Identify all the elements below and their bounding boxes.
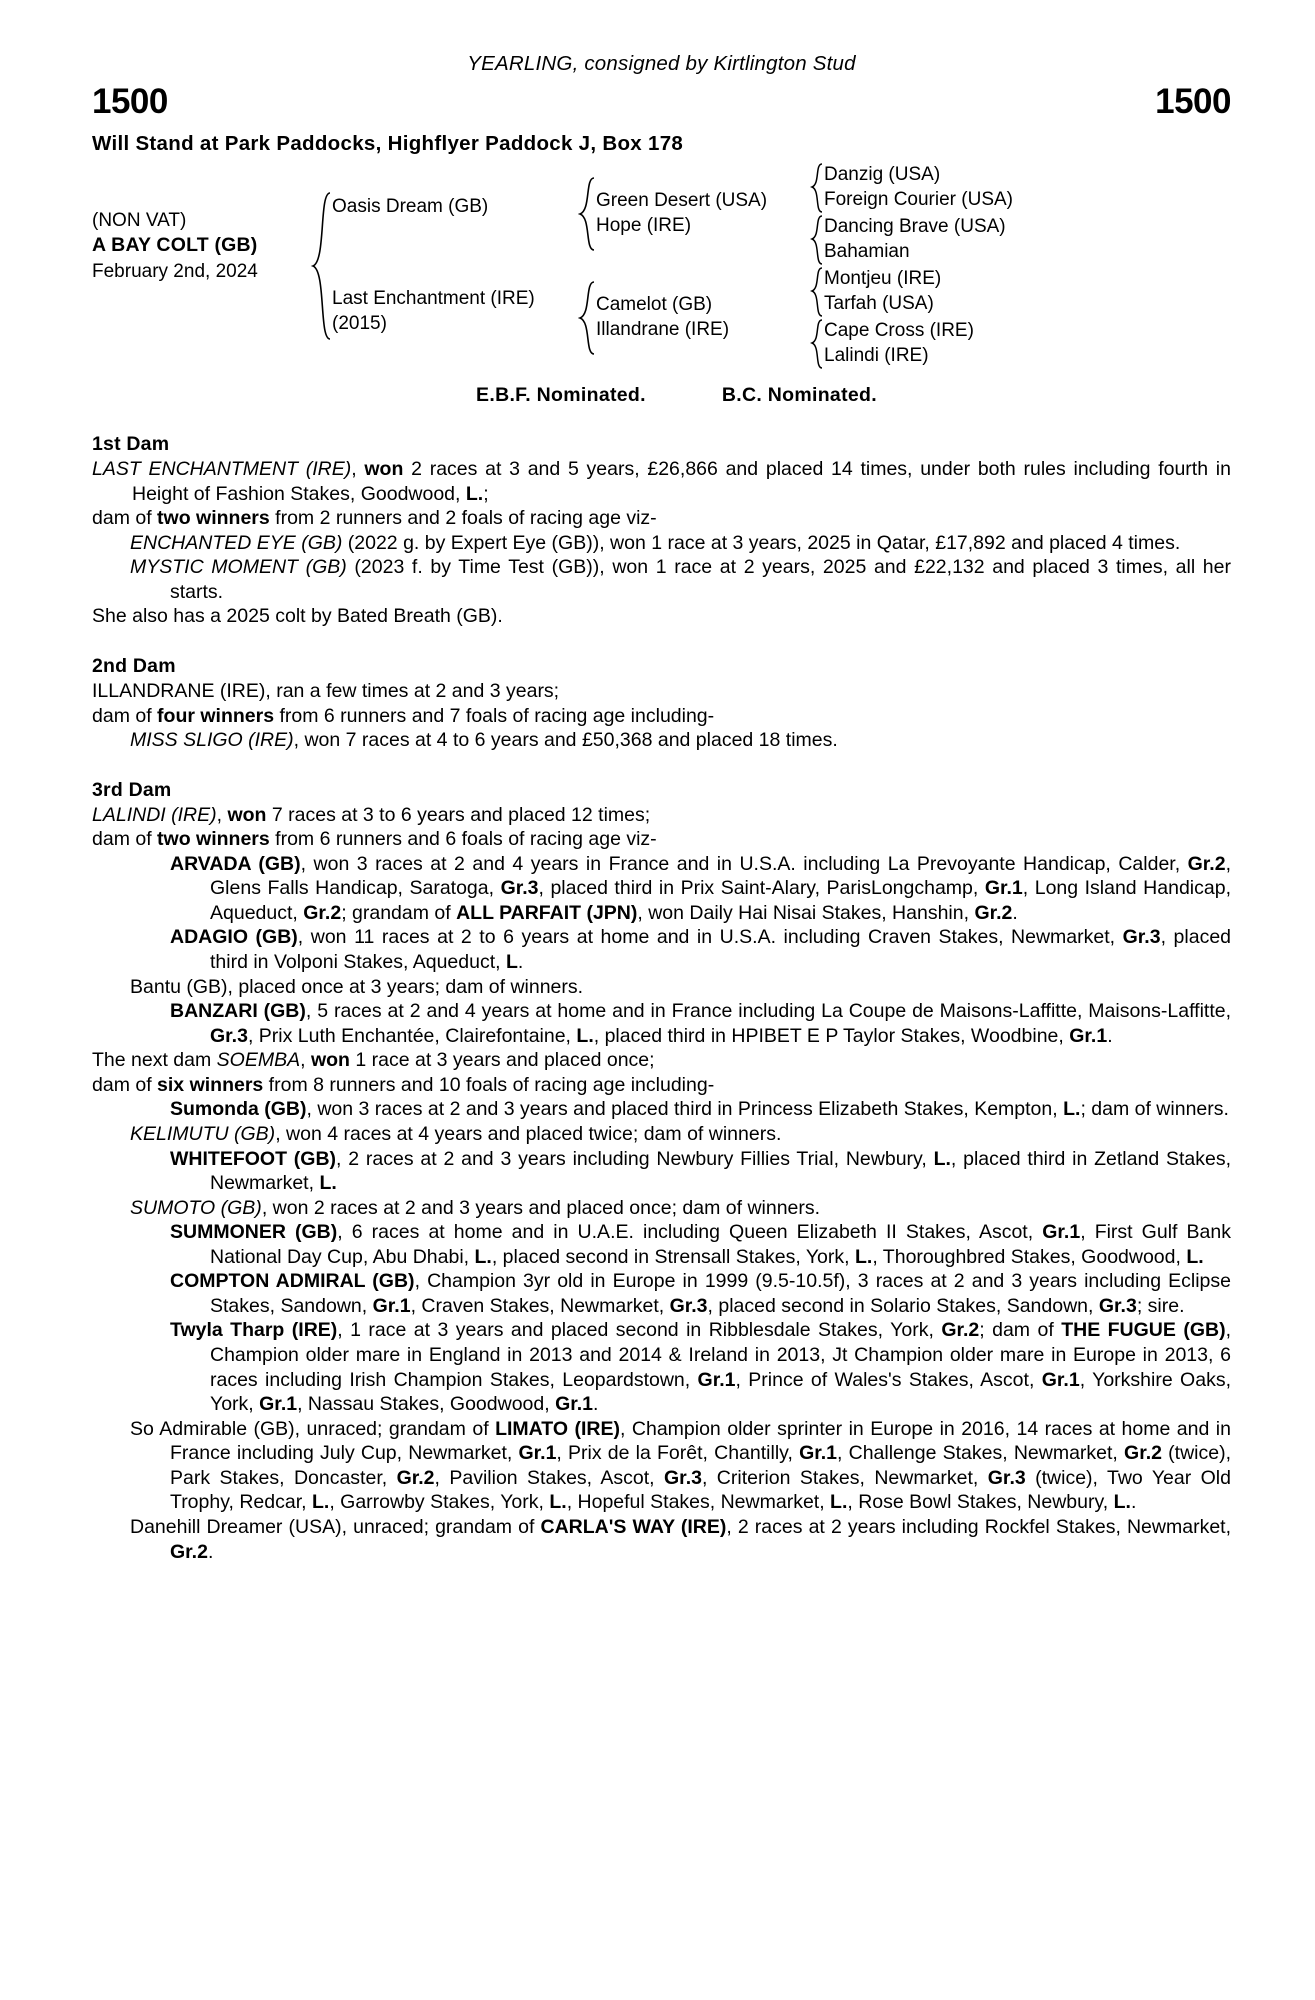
note-text: , placed second in Strensall Stakes, York, [491, 1245, 855, 1268]
note-text: , won 3 races at 2 and 3 years and placed third in Princess Elizabeth Stakes, Kempton, [306, 1098, 1064, 1121]
third-dam-name: LALINDI (IRE) [92, 803, 217, 826]
second-dam-line [92, 679, 1231, 704]
brace-dam [578, 280, 596, 356]
damof-pre: dam of [92, 507, 158, 530]
pedigree-subject [92, 162, 310, 370]
brace-g4 [810, 318, 824, 370]
race-grade: Gr.1 [984, 877, 1023, 900]
relative-name: ARVADA (GB) [170, 852, 301, 875]
subject-description: A BAY COLT (GB) [92, 234, 258, 257]
race-grade: Gr.3 [1098, 1294, 1137, 1317]
note-text: , First Gulf Bank National Day Cup, Abu Dhabi, [210, 1221, 1231, 1268]
progeny-text: (2023 f. by Time Test (GB)), won 1 race at 2 years, 2025 and £22,132 and placed 3 times, all her starts. [170, 556, 1231, 603]
next-dam-entries [92, 1097, 1231, 1564]
first-dam-footer: She also has a 2025 colt by Bated Breath (GB). [92, 605, 503, 628]
sire-name: Oasis Dream (GB) [332, 196, 489, 218]
race-grade: Gr.1 [1041, 1368, 1080, 1391]
next-dam-won: won [310, 1049, 350, 1072]
third-dam-won: won [227, 803, 267, 826]
gg-2: Foreign Courier (USA) [824, 189, 1013, 210]
progeny-item [92, 728, 1231, 753]
race-grade: Gr.3 [500, 877, 539, 900]
pedigree-col-parents [332, 162, 578, 370]
note-text: , Prince of Wales's Stakes, Ascot, [735, 1368, 1042, 1391]
race-grade: Gr.3 [669, 1294, 708, 1317]
progeny-text: , won 7 races at 4 to 6 years and £50,368 and placed 18 times. [293, 729, 838, 752]
pedigree-note [92, 1097, 1231, 1122]
dam-block [332, 287, 578, 336]
note-text: , Champion 3yr old in Europe in 1999 (9.5-10.5f), 3 races at 2 and 3 years including Eclipse Stakes, Sandown, [210, 1270, 1231, 1317]
first-dam-listed: L. [465, 482, 484, 505]
relative-name: WHITEFOOT (GB) [170, 1147, 337, 1170]
gg-4: Bahamian [824, 241, 910, 262]
nomination-row [92, 384, 1231, 407]
race-grade: Gr.1 [1042, 1221, 1081, 1244]
note-text: , unraced; grandam of [341, 1515, 541, 1538]
pedigree-col-dam-parents [596, 293, 810, 342]
race-grade: Gr.1 [555, 1393, 594, 1416]
heading-1st-dam: 1st Dam [92, 433, 170, 455]
note-text: , Craven Stakes, Newmarket, [410, 1294, 670, 1317]
note-text: , Challenge Stakes, Newmarket, [837, 1442, 1125, 1465]
lot-number-row [92, 82, 1231, 122]
race-grade: L. [311, 1491, 330, 1514]
race-grade: L. [1113, 1491, 1131, 1514]
race-grade: Gr.1 [697, 1368, 736, 1391]
dam-name: Last Enchantment (IRE) [332, 288, 535, 310]
note-text: , Long Island Handicap, Aqueduct, [210, 877, 1231, 924]
vat-status: (NON VAT) [92, 210, 187, 231]
race-grade: CARLA'S WAY (IRE) [540, 1515, 727, 1538]
note-text: , won 2 races at 2 and 3 years and placed once; dam of winners. [261, 1196, 821, 1219]
relative-name: COMPTON ADMIRAL (GB) [170, 1270, 415, 1293]
dam-sire-name: Camelot (GB) [596, 294, 713, 316]
race-grade: L. [474, 1245, 492, 1268]
race-grade: L. [854, 1245, 873, 1268]
race-grade: L. [933, 1147, 951, 1170]
stand-location: Will Stand at Park Paddocks, Highflyer Paddock J, Box 178 [92, 132, 684, 155]
gg-3: Dancing Brave (USA) [824, 216, 1006, 238]
note-text: . [593, 1393, 599, 1416]
note-text: , won 4 races at 4 years and placed twice; dam of winners. [275, 1122, 782, 1145]
note-text: , Pavilion Stakes, Ascot, [434, 1466, 665, 1489]
note-text: , 2 races at 2 and 3 years including Newbury Fillies Trial, Newbury, [336, 1147, 934, 1170]
damof-rest: from 6 runners and 6 foals of racing age viz- [269, 828, 657, 851]
race-grade: L. [576, 1024, 594, 1047]
bc-nominated: B.C. Nominated. [721, 384, 877, 406]
race-grade: Gr.3 [664, 1466, 702, 1489]
damof-pre: dam of [92, 704, 158, 727]
pedigree-note [92, 999, 1231, 1048]
race-grade: L [505, 951, 518, 973]
relative-name: Sumonda (GB) [170, 1098, 307, 1121]
race-grade: Gr.2 [974, 901, 1013, 924]
note-text: , placed third in Zetland Stakes, Newmarket, [210, 1147, 1232, 1195]
race-grade: Gr.2 [941, 1319, 980, 1342]
heading-2nd-dam: 2nd Dam [92, 654, 176, 677]
pedigree-note [92, 1196, 1231, 1221]
pedigree-col-gg4 [824, 319, 1094, 368]
second-dam-damof [92, 704, 1231, 729]
race-grade: Gr.2 [1187, 852, 1226, 875]
race-grade: Gr.3 [1122, 926, 1161, 949]
note-text: , 1 race at 3 years and placed second in Ribblesdale Stakes, York, [337, 1319, 942, 1342]
note-text: , Thoroughbred Stakes, Goodwood, [872, 1245, 1187, 1268]
race-grade: Gr.2 [1124, 1442, 1162, 1465]
note-text: , won Daily Hai Nisai Stakes, Hanshin, [637, 901, 975, 924]
progeny-item [92, 531, 1231, 556]
note-text: (twice), Park Stakes, Doncaster, [170, 1442, 1231, 1489]
first-dam-name: LAST ENCHANTMENT (IRE) [92, 458, 352, 480]
progeny-name: ENCHANTED EYE (GB) [130, 531, 343, 554]
progeny-name: MYSTIC MOMENT (GB) [130, 556, 347, 579]
race-grade: L. [549, 1491, 567, 1514]
pedigree-note [92, 925, 1231, 974]
brace-g3 [810, 266, 824, 318]
relative-name: KELIMUTU (GB) [130, 1122, 276, 1145]
progeny-name: MISS SLIGO (IRE) [130, 729, 294, 752]
gg-1: Danzig (USA) [824, 164, 941, 186]
lot-number-left: 1500 [92, 82, 168, 121]
pedigree-col-gg3 [824, 267, 1094, 316]
race-grade: Gr.1 [372, 1294, 411, 1317]
note-text: ; grandam of [341, 901, 457, 924]
damof-rest: from 6 runners and 7 foals of racing age including- [274, 704, 715, 727]
note-text: , won 11 races at 2 to 6 years at home and in U.S.A. including Craven Stakes, Newmarket, [297, 926, 1123, 949]
note-text: , Yorkshire Oaks, York, [210, 1368, 1231, 1416]
note-text: . [1107, 1024, 1113, 1047]
progeny-item [92, 555, 1231, 604]
ebf-nominated: E.B.F. Nominated. [476, 384, 646, 406]
race-grade: Gr.1 [1069, 1024, 1108, 1047]
note-text: , Rose Bowl Stakes, Newbury, [847, 1491, 1114, 1514]
relative-name: ADAGIO (GB) [170, 926, 298, 949]
pedigree-chart [92, 162, 1231, 370]
sire-dam-name: Hope (IRE) [596, 215, 692, 236]
third-dam-damof [92, 827, 1231, 852]
damof-rest: from 2 runners and 2 foals of racing age viz- [269, 507, 657, 530]
note-text: . [207, 1540, 214, 1563]
note-text: . [1130, 1491, 1137, 1514]
race-grade: Gr.1 [259, 1393, 298, 1416]
pedigree-note [92, 852, 1231, 926]
sire-sire-name: Green Desert (USA) [596, 190, 768, 212]
race-grade: THE FUGUE (GB) [1061, 1319, 1226, 1342]
damof-count: four winners [157, 704, 275, 727]
pedigree-col-gg1 [824, 163, 1094, 212]
race-grade: L. [1186, 1245, 1204, 1268]
pedigree-note [92, 1269, 1231, 1318]
note-text: . [517, 951, 524, 973]
note-text: , Champion older sprinter in Europe in 2016, 14 races at home and in France including July Cup, Newmarket, [170, 1417, 1231, 1465]
note-text: , Prix Luth Enchantée, Clairefontaine, [247, 1024, 577, 1047]
heading-3rd-dam: 3rd Dam [92, 778, 172, 801]
brace-sire [578, 176, 596, 252]
second-dam-rest: , ran a few times at 2 and 3 years; [265, 679, 560, 702]
lot-number-right: 1500 [1155, 82, 1231, 121]
next-dam-damof [92, 1073, 1231, 1098]
relative-name: Danehill Dreamer (USA) [130, 1515, 342, 1538]
race-grade: Gr.2 [303, 901, 342, 924]
race-grade: Gr.2 [396, 1466, 435, 1489]
race-grade: Gr.3 [987, 1466, 1026, 1489]
note-text: ; sire. [1136, 1294, 1185, 1317]
next-dam-lead: The next dam [92, 1049, 217, 1072]
brace-g2 [810, 214, 824, 266]
note-text: , Prix de la Forêt, Chantilly, [556, 1442, 800, 1465]
banzari-entry [92, 999, 1231, 1048]
race-grade: L. [319, 1172, 337, 1195]
next-dam-line: The next dam SOEMBA, won 1 race at 3 years and placed once; [92, 1049, 655, 1072]
pedigree-note [92, 1220, 1231, 1269]
note-text: , Nassau Stakes, Goodwood, [297, 1393, 556, 1416]
gg-5: Montjeu (IRE) [824, 268, 942, 290]
gg-8: Lalindi (IRE) [824, 345, 929, 366]
note-text: , Hopeful Stakes, Newmarket, [566, 1491, 831, 1514]
first-dam-damof [92, 506, 1231, 531]
pedigree-note [92, 1417, 1231, 1515]
dam-year: (2015) [332, 312, 387, 334]
damof-count: two winners [157, 828, 270, 851]
pedigree-col-gg2 [824, 215, 1094, 264]
first-dam-line: LAST ENCHANTMENT (IRE), won 2 races at 3 and 5 years, £26,866 and placed 14 times, under both rules including fourth in Height of Fashion Stakes, Goodwood, L.; [92, 458, 1231, 505]
note-text: , unraced; grandam of [294, 1417, 496, 1440]
note-text: , Glens Falls Handicap, Saratoga, [210, 852, 1231, 900]
note-text: , placed third in Prix Saint-Alary, ParisLongchamp, [538, 877, 985, 900]
note-text: , 5 races at 2 and 4 years at home and in France including La Coupe de Maisons-Laffitte, Maisons-Laffitte, [305, 1000, 1231, 1023]
damof-pre: dam of [92, 1073, 158, 1096]
relative-name: BANZARI (GB) [170, 1000, 306, 1023]
race-grade: ALL PARFAIT (JPN) [456, 901, 638, 924]
note-text: , placed second in Solario Stakes, Sandown, [707, 1294, 1099, 1317]
first-dam-won: won [364, 458, 404, 480]
damof-count: six winners [157, 1073, 264, 1096]
third-dam-entries [92, 852, 1231, 975]
race-grade: L. [830, 1491, 848, 1514]
second-dam-name: ILLANDRANE (IRE) [92, 679, 266, 702]
race-grade: Gr.1 [799, 1442, 838, 1465]
race-grade: Gr.1 [518, 1442, 557, 1465]
next-dam-name: SOEMBA [216, 1049, 301, 1072]
race-grade: Gr.2 [170, 1540, 208, 1563]
brace-level1 [310, 162, 332, 370]
first-dam-rest: 2 races at 3 and 5 years, £26,866 and placed 14 times, under both rules including fourth in Height of Fashion Stakes, Goodwood, [132, 458, 1231, 505]
third-dam-rest: 7 races at 3 to 6 years and placed 12 times; [266, 803, 651, 826]
note-text: , 6 races at home and in U.A.E. including Queen Elizabeth II Stakes, Ascot, [337, 1221, 1043, 1244]
note-text: , placed third in Volponi Stakes, Aqueduct, [210, 926, 1232, 973]
pedigree-col-sire-parents [596, 189, 810, 238]
consignor-line: YEARLING, consigned by Kirtlington Stud [467, 52, 856, 75]
brace-g1 [810, 162, 824, 214]
note-text: , placed third in HPIBET E P Taylor Stakes, Woodbine, [593, 1024, 1070, 1047]
race-grade: LIMATO (IRE) [495, 1417, 620, 1440]
dam-dam-name: Illandrane (IRE) [596, 319, 730, 340]
note-text: , Criterion Stakes, Newmarket, [701, 1466, 988, 1489]
pedigree-note [92, 1515, 1231, 1564]
pedigree-note [92, 1122, 1231, 1147]
first-dam-tail: ; [483, 482, 489, 505]
damof-pre: dam of [92, 828, 158, 851]
next-dam-rest: 1 race at 3 years and placed once; [349, 1049, 655, 1072]
damof-rest: from 8 runners and 10 foals of racing age including- [263, 1073, 715, 1096]
pedigree-note [92, 1147, 1231, 1196]
bantu-line: Bantu (GB), placed once at 3 years; dam of winners. [130, 975, 584, 998]
race-grade: L. [1063, 1098, 1081, 1121]
note-text: , Champion older mare in England in 2013 and 2014 & Ireland in 2013, Jt Champion older mare in Europe in 2013, 6 races including Irish Champion Stakes, Leopardstown, [210, 1319, 1231, 1391]
relative-name: SUMOTO (GB) [130, 1196, 262, 1219]
damof-count: two winners [157, 507, 270, 530]
gg-6: Tarfah (USA) [824, 293, 934, 314]
relative-name: SUMMONER (GB) [170, 1221, 338, 1244]
note-text: ; dam of [979, 1319, 1062, 1342]
third-dam-line: LALINDI (IRE), won 7 races at 3 to 6 years and placed 12 times; [92, 803, 651, 826]
note-text: , won 3 races at 2 and 4 years in France and in U.S.A. including La Prevoyante Handicap, Calder, [300, 852, 1188, 875]
pedigree-note [92, 1318, 1231, 1416]
relative-name: Twyla Tharp (IRE) [170, 1319, 338, 1342]
relative-name: So Admirable (GB) [130, 1417, 295, 1440]
note-text: , 2 races at 2 years including Rockfel Stakes, Newmarket, [726, 1515, 1232, 1538]
note-text: , Garrowby Stakes, York, [329, 1491, 550, 1514]
foaling-date: February 2nd, 2024 [92, 261, 258, 283]
note-text: (twice), Two Year Old Trophy, Redcar, [170, 1466, 1231, 1514]
note-text: . [1012, 901, 1018, 924]
note-text: ; dam of winners. [1080, 1098, 1229, 1121]
progeny-text: (2022 g. by Expert Eye (GB)), won 1 race at 3 years, 2025 in Qatar, £17,892 and placed 4 times. [342, 531, 1181, 554]
race-grade: Gr.3 [210, 1024, 248, 1047]
gg-7: Cape Cross (IRE) [824, 320, 974, 342]
